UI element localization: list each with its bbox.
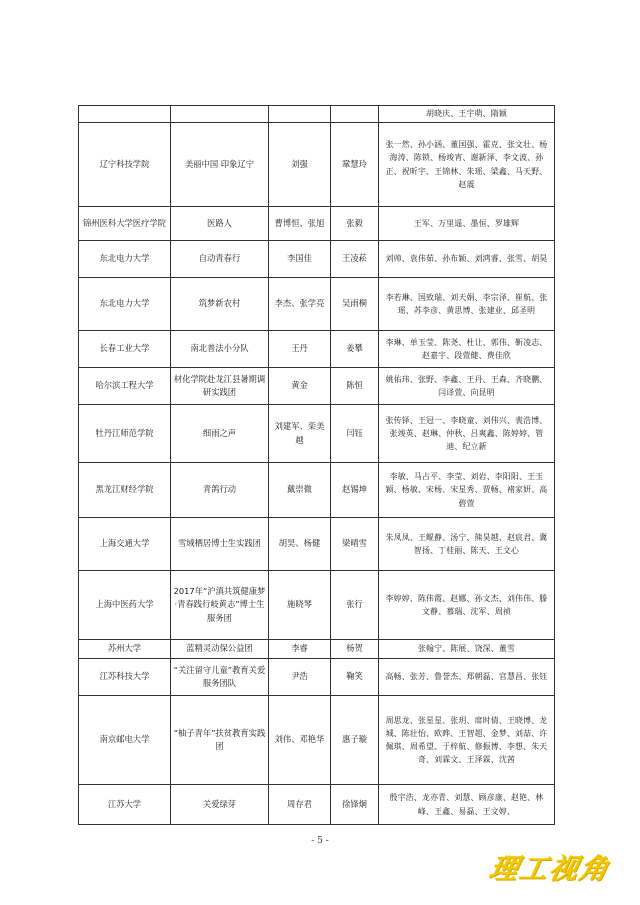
table-row	[79, 571, 555, 640]
cell-school: 江苏科技大学	[79, 659, 171, 696]
table-row	[79, 659, 555, 696]
cell-members: 张传铎、王冠一、李晓童、刘伟兴、裴浩博、张竣英、赵琳、仲秋、吕爽鑫、陈婷婷、管迪、纪立新	[379, 405, 555, 463]
cell-members: 胡晓庆、王宇萌、隋颖	[379, 106, 555, 123]
cell-school: 苏州大学	[79, 640, 171, 659]
cell-advisor: 姜攀	[331, 331, 379, 368]
cell-members: 李婷婷、陈伟霞、赵娜、孙文杰、刘伟伟、滕文静、慕瑞、沈军、周祯	[379, 571, 555, 640]
cell-school: 黑龙江财经学院	[79, 463, 171, 518]
table-row	[79, 785, 555, 825]
cell-lead: 刘建军、栾美越	[269, 405, 331, 463]
cell-school: 东北电力大学	[79, 278, 171, 331]
cell-advisor: 张毅	[331, 207, 379, 241]
members-table	[78, 105, 555, 825]
cell-members: 姚佑玮、张野、李鑫、王丹、王森、齐晓鹏、闫译萱、向昆明	[379, 368, 555, 405]
table-row	[79, 368, 555, 405]
cell-advisor: 闫钰	[331, 405, 379, 463]
cell-advisor: 杨贺	[331, 640, 379, 659]
cell-team: 筑梦新农村	[171, 278, 269, 331]
cell-lead: 戴崇微	[269, 463, 331, 518]
cell-lead: 胡昊、杨健	[269, 518, 331, 571]
table-row	[79, 331, 555, 368]
cell-team: 关爱绿芽	[171, 785, 269, 825]
cell-advisor: 王凌菘	[331, 241, 379, 278]
cell-lead: 王丹	[269, 331, 331, 368]
cell-advisor: 鞏慧玲	[331, 123, 379, 207]
table-row	[79, 405, 555, 463]
cell-school: 南京邮电大学	[79, 696, 171, 785]
cell-advisor: 张行	[331, 571, 379, 640]
table-row	[79, 207, 555, 241]
cell-team: 材化学院赴龙江县暑期调研实践团	[171, 368, 269, 405]
cell-lead: 曹博恒、张旭	[269, 207, 331, 241]
cell-members: 张一然、孙小涵、董国强、霍克、张文壮、杨海涛、陈锁、杨竣宵、谢新泽、李文波、孙正、祝昕宇、王锦林、朱瑶、梁鑫、马天野、赵震	[379, 123, 555, 207]
cell-members: 殷宇浩、龙亦青、刘慧、顾彦康、赵艳、林峰、王鑫、易磊、王文婷、	[379, 785, 555, 825]
cell-advisor: 鞠笑	[331, 659, 379, 696]
cell-members: 李琳、单玉莹、陈尧、杜让、郭伟、靳凌志、赵嘉宇、段萱健、费佳欣	[379, 331, 555, 368]
cell-team: “柚子青年”扶贫教育实践团	[171, 696, 269, 785]
cell-advisor: 梁晴雪	[331, 518, 379, 571]
cell-advisor: 陈恒	[331, 368, 379, 405]
table-row	[79, 123, 555, 207]
cell-team: 细雨之声	[171, 405, 269, 463]
table-body	[79, 106, 555, 825]
cell-members: 王军、万里遥、墨恒、罗雄辉	[379, 207, 555, 241]
cell-team: 蓝精灵动保公益团	[171, 640, 269, 659]
cell-team: 医路人	[171, 207, 269, 241]
cell-team	[171, 106, 269, 123]
cell-members: 刘帅、袁伟茹、孙布颖、刘鸿睿、张雪、胡昊	[379, 241, 555, 278]
watermark-logo: 理工视角	[486, 852, 614, 885]
cell-lead: 李杰、张学亮	[269, 278, 331, 331]
cell-advisor: 吴雨桐	[331, 278, 379, 331]
cell-team: “关注留守儿童”教育关爱服务团队	[171, 659, 269, 696]
cell-advisor: 赵锡坤	[331, 463, 379, 518]
cell-team: 雪域栖居博士生实践团	[171, 518, 269, 571]
cell-advisor	[331, 106, 379, 123]
cell-school: 上海交通大学	[79, 518, 171, 571]
cell-members: 李若琳、国致瑞、刘天娟、李宗泽、崔航、张瑶、苏李彦、黄思博、张建业、邱圣明	[379, 278, 555, 331]
cell-school: 上海中医药大学	[79, 571, 171, 640]
cell-advisor: 徐锋炯	[331, 785, 379, 825]
table-row	[79, 278, 555, 331]
cell-advisor: 惠子璇	[331, 696, 379, 785]
cell-lead: 周存君	[269, 785, 331, 825]
cell-members: 朱凤凤、王鲲静、汤宁、熊昊越、赵宸君、冀智扬、丁桂丽、陈天、王文心	[379, 518, 555, 571]
cell-lead: 刘强	[269, 123, 331, 207]
cell-school: 辽宁科技学院	[79, 123, 171, 207]
cell-lead: 李睿	[269, 640, 331, 659]
cell-school	[79, 106, 171, 123]
cell-members: 张翰宁、陈展、饶深、董雪	[379, 640, 555, 659]
cell-lead: 李国佳	[269, 241, 331, 278]
cell-lead: 尹浩	[269, 659, 331, 696]
cell-lead: 刘伟、邓艳华	[269, 696, 331, 785]
cell-team: 青鸽行动	[171, 463, 269, 518]
cell-members: 高畅、张芳、鲁誉杰、郑朝磊、官慧昌、张钰	[379, 659, 555, 696]
cell-school: 东北电力大学	[79, 241, 171, 278]
table-row	[79, 106, 555, 123]
cell-members: 李敏、马占平、李莹、刘岩、李阳阳、王玉颖、杨敏、宋杨、宋星秀、贾畅、褚家妍、高碧萱	[379, 463, 555, 518]
cell-school: 牡丹江师范学院	[79, 405, 171, 463]
cell-members: 周思龙、张星星、张玥、席时倩、王晓博、龙城、陈壮怡、欧晔、王智超、金梦、刘喆、许佩琪、周希望、于梓航、修振博、李想、朱天奇、刘霖文、王泽霖、沈茜	[379, 696, 555, 785]
table-row	[79, 463, 555, 518]
cell-team: 美丽中国 印象辽宁	[171, 123, 269, 207]
page-number: - 5 -	[311, 836, 329, 846]
cell-lead: 黄金	[269, 368, 331, 405]
cell-team: 自动青春行	[171, 241, 269, 278]
cell-team: 南北普法小分队	[171, 331, 269, 368]
cell-school: 江苏大学	[79, 785, 171, 825]
cell-school: 哈尔滨工程大学	[79, 368, 171, 405]
table-row	[79, 640, 555, 659]
table-row	[79, 241, 555, 278]
cell-school: 长春工业大学	[79, 331, 171, 368]
cell-school: 锦州医科大学医疗学院	[79, 207, 171, 241]
cell-lead	[269, 106, 331, 123]
cell-lead: 施晓琴	[269, 571, 331, 640]
table-row	[79, 518, 555, 571]
table-row	[79, 696, 555, 785]
cell-team: 2017年“沪滇共筑健康梦·青春践行岐黄志”博士生服务团	[171, 571, 269, 640]
